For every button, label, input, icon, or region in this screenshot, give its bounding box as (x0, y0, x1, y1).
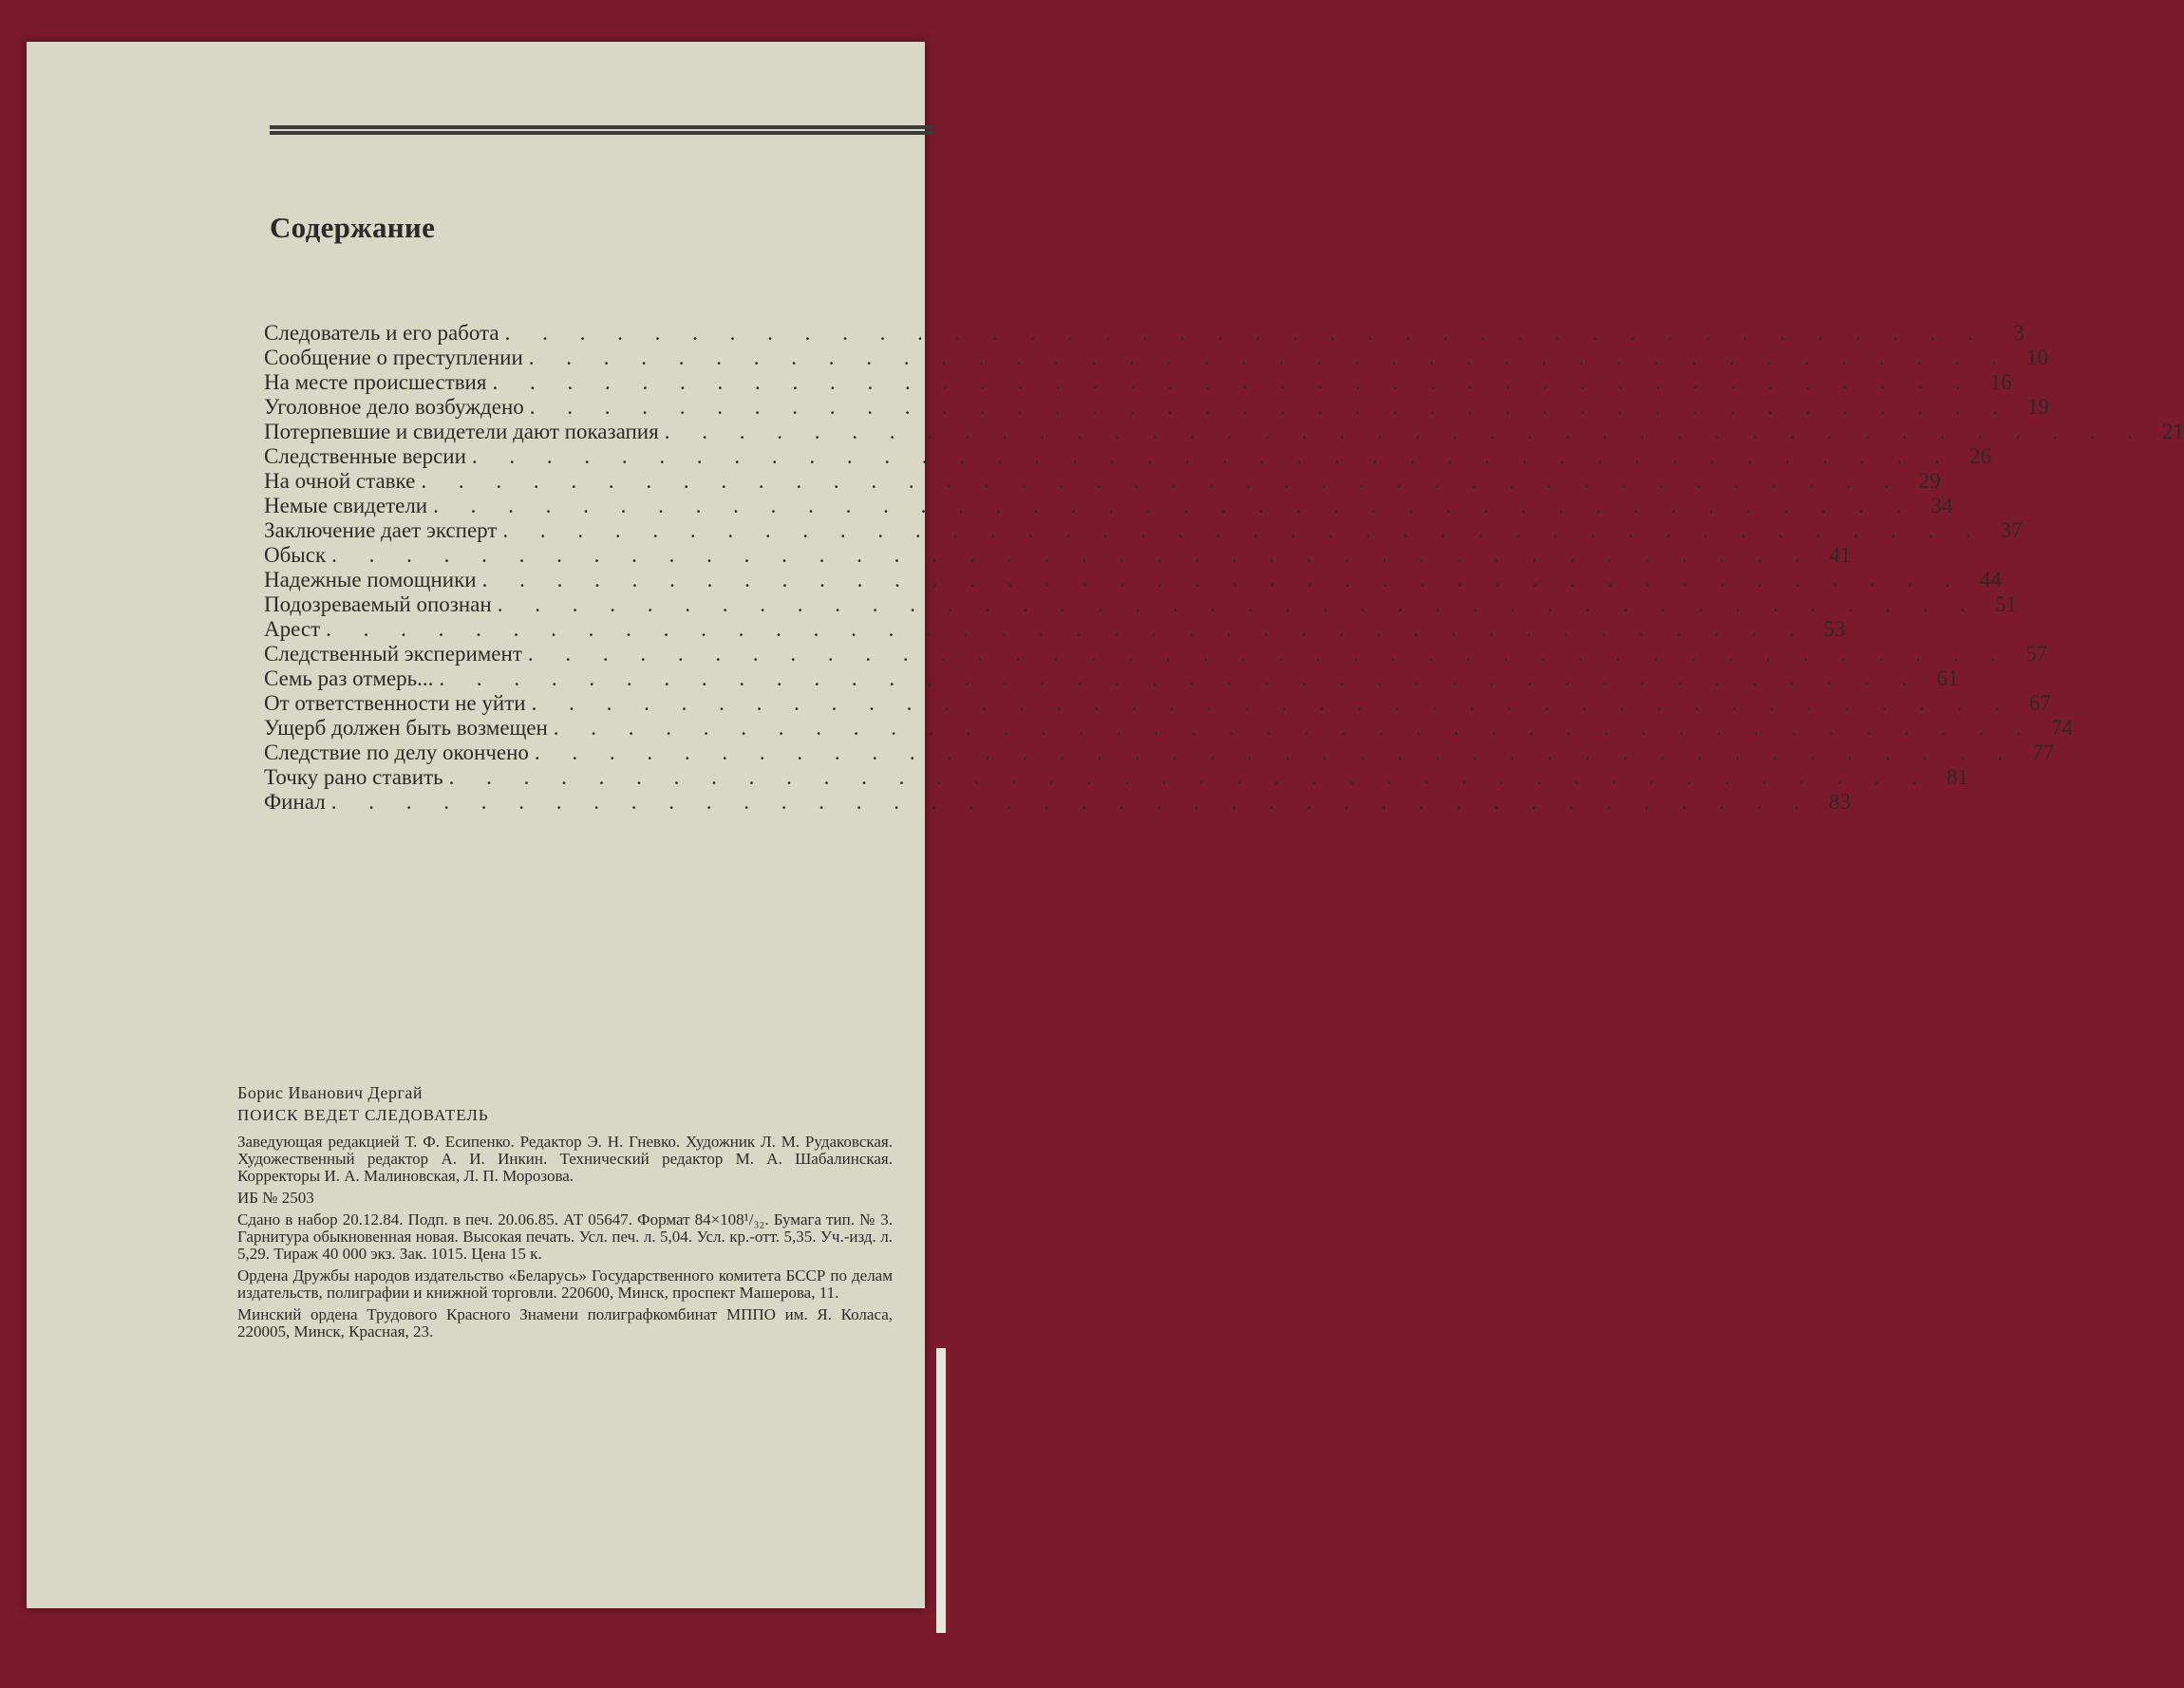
toc-leader: . . . . . . . . . . . . . . . . . . . . . . . . . . . . . . . . . . . . . . . . (433, 494, 1915, 517)
toc-entry (264, 568, 2002, 592)
toc-entry (264, 617, 1846, 642)
toc-leader: . . . . . . . . . . . . . . . . . . . . . . . . . . . . . . . . . . . . . . . . (481, 568, 1964, 591)
toc-entry-page: 37 (2000, 518, 2023, 542)
toc-entry (264, 518, 2023, 543)
toc-entry (264, 790, 1851, 815)
toc-entry-label: Подозреваемый опознан (264, 592, 492, 616)
toc-entry (264, 321, 2024, 346)
toc-list (264, 321, 2184, 815)
toc-title: Содержание (270, 211, 436, 244)
toc-leader: . . . . . . . . . . . . . . . . . . . . . . . . . . . . . . . . . . . . . . . . (448, 765, 1930, 789)
toc-entry-label: Немые свидетели (264, 494, 428, 517)
toc-entry-label: Точку рано ставить (264, 765, 443, 789)
toc-entry (264, 469, 1941, 494)
toc-entry-label: Сообщение о преступлении (264, 346, 523, 369)
toc-entry-label: Ущерб должен быть возмещен (264, 716, 548, 740)
toc-entry (264, 395, 2050, 420)
toc-entry-label: От ответственности не уйти (264, 691, 526, 715)
toc-entry (264, 494, 1953, 518)
imprint-block (237, 1084, 893, 1345)
toc-entry-label: Семь раз отмерь... (264, 666, 434, 690)
toc-entry-label: Следствие по делу окончено (264, 741, 529, 764)
toc-entry (264, 370, 2012, 395)
toc-leader: . . . . . . . . . . . . . . . . . . . . . . . . . . . . . . . . . . . . . . . . (664, 420, 2146, 443)
imprint-staff: Заведующая редакцией Т. Ф. Есипенко. Редактор Э. Н. Гневко. Художник Л. М. Рудаковская. Художественный редактор А. И. Инкин. Технический редактор М. А. Шабалинская. Корректоры И. А. Малиновская, Л. П. Морозова. (237, 1133, 893, 1185)
imprint-printer: Минский ордена Трудового Красного Знамени полиграфкомбинат МППО им. Я. Коласа, 220005, Минск, Красная, 23. (237, 1305, 893, 1341)
imprint-ib-number: ИБ № 2503 (237, 1189, 314, 1207)
imprint-publisher: Ордена Дружбы народов издательство «Беларусь» Государственного комитета БССР по делам издательств, полиграфии и книжной торговли. 220600, Минск, проспект Машерова, 11. (237, 1266, 893, 1302)
toc-leader: . . . . . . . . . . . . . . . . . . . . . . . . . . . . . . . . . . . . . . . . (528, 346, 2011, 369)
toc-entry-page: 81 (1946, 765, 1968, 789)
toc-leader: . . . . . . . . . . . . . . . . . . . . . . . . . . . . . . . . . . . . . . . . (492, 370, 1974, 394)
toc-leader: . . . . . . . . . . . . . . . . . . . . . . . . . . . . . . . . . . . . . . . . (421, 469, 1903, 493)
toc-leader: . . . . . . . . . . . . . . . . . . . . . . . . . . . . . . . . . . . . . . . . (553, 716, 2036, 740)
toc-entry-label: Следственный эксперимент (264, 642, 522, 666)
toc-entry-label: Арест (264, 617, 321, 641)
toc-leader: . . . . . . . . . . . . . . . . . . . . . . . . . . . . . . . . . . . . . . . . (527, 642, 2010, 666)
toc-entry-label: Финал (264, 790, 326, 814)
toc-entry-page: 16 (1989, 370, 2012, 394)
toc-entry-label: На очной ставке (264, 469, 416, 493)
toc-entry-label: Уголовное дело возбуждено (264, 395, 524, 419)
toc-entry (264, 346, 2049, 370)
toc-entry-label: Заключение дает эксперт (264, 518, 498, 542)
toc-entry-label: На месте происшествия (264, 370, 487, 394)
toc-entry-page: 34 (1930, 494, 1953, 517)
toc-entry-label: Надежные помощники (264, 568, 477, 591)
toc-leader: . . . . . . . . . . . . . . . . . . . . . . . . . . . . . . . . . . . . . . . . (330, 790, 1813, 814)
toc-entry (264, 543, 1852, 568)
toc-entry (264, 592, 2017, 617)
toc-leader: . . . . . . . . . . . . . . . . . . . . . . . . . . . . . . . . . . . . . . . . (529, 395, 2012, 419)
toc-entry-page: 83 (1828, 790, 1851, 814)
toc-entry (264, 444, 1992, 469)
toc-leader: . . . . . . . . . . . . . . . . . . . . . . . . . . . . . . . . . . . . . . . . (326, 617, 1808, 641)
toc-entry-page: 74 (2051, 716, 2074, 740)
header-rule (270, 125, 934, 135)
toc-entry-page: 53 (1823, 617, 1846, 641)
toc-leader: . . . . . . . . . . . . . . . . . . . . . . . . . . . . . . . . . . . . . . . . (331, 543, 1814, 567)
toc-entry (264, 765, 1968, 790)
toc-entry (264, 642, 2048, 666)
toc-entry-page: 41 (1829, 543, 1852, 567)
toc-entry-page: 19 (2027, 395, 2050, 419)
toc-entry-page: 77 (2032, 741, 2055, 764)
imprint-print-details: Сдано в набор 20.12.84. Подп. в печ. 20.06.85. АТ 05647. Формат 84×108¹/₃₂. Бумага тип. № 3. Гарнитура обыкновенная новая. Высокая печать. Усл. печ. л. 5,04. Усл. кр.-отт. 5,35. Уч.-изд. л. 5,29. Тираж 40 000 экз. Зак. 1015. Цена 15 к. (237, 1210, 893, 1263)
toc-leader: . . . . . . . . . . . . . . . . . . . . . . . . . . . . . . . . . . . . . . . . (504, 321, 1986, 345)
book-title: ПОИСК ВЕДЕТ СЛЕДОВАТЕЛЬ (237, 1106, 489, 1124)
toc-entry-label: Потерпевшие и свидетели дают показапия (264, 420, 659, 443)
toc-entry-page: 3 (2013, 321, 2024, 345)
toc-entry-label: Обыск (264, 543, 327, 567)
toc-entry-page: 67 (2028, 691, 2051, 715)
toc-entry (264, 420, 2184, 444)
toc-entry (264, 741, 2055, 765)
page-edge (936, 1348, 946, 1633)
toc-leader: . . . . . . . . . . . . . . . . . . . . . . . . . . . . . . . . . . . . . . . . (531, 691, 2013, 715)
toc-entry-page: 44 (1979, 568, 2002, 591)
toc-entry-label: Следственные версии (264, 444, 466, 468)
toc-leader: . . . . . . . . . . . . . . . . . . . . . . . . . . . . . . . . . . . . . . . . (471, 444, 1954, 468)
toc-leader: . . . . . . . . . . . . . . . . . . . . . . . . . . . . . . . . . . . . . . . . (502, 518, 1985, 542)
toc-entry-page: 21 (2161, 420, 2184, 443)
toc-entry-page: 29 (1918, 469, 1941, 493)
toc-entry-page: 61 (1936, 666, 1959, 690)
toc-leader: . . . . . . . . . . . . . . . . . . . . . . . . . . . . . . . . . . . . . . . . (497, 592, 1979, 616)
toc-entry-page: 57 (2025, 642, 2048, 666)
toc-entry-page: 26 (1969, 444, 1992, 468)
toc-entry (264, 716, 2074, 741)
toc-entry-page: 10 (2026, 346, 2049, 369)
author-name: Борис Иванович Дергай (237, 1083, 424, 1102)
toc-entry (264, 691, 2051, 716)
toc-leader: . . . . . . . . . . . . . . . . . . . . . . . . . . . . . . . . . . . . . . . . (534, 741, 2017, 764)
book-page (27, 42, 2184, 1608)
toc-entry-page: 51 (1994, 592, 2017, 616)
toc-entry (264, 666, 1959, 691)
toc-entry-label: Следователь и его работа (264, 321, 499, 345)
toc-leader: . . . . . . . . . . . . . . . . . . . . . . . . . . . . . . . . . . . . . . . . (439, 666, 1921, 690)
